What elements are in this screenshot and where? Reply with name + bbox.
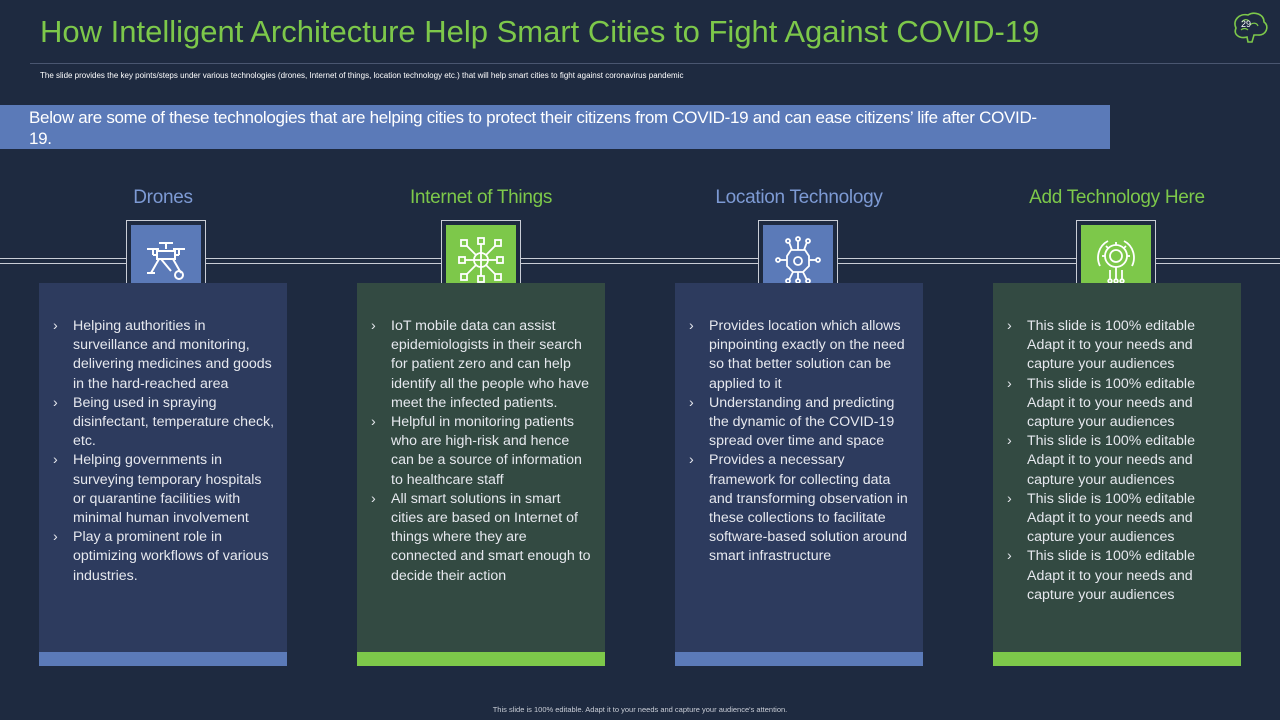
column-heading-iot: Internet of Things	[409, 187, 553, 208]
bullet-list-iot	[371, 317, 593, 586]
bullet-list-drones	[53, 317, 275, 586]
brain-outline-icon	[1228, 10, 1272, 50]
card-iot	[357, 283, 605, 666]
intro-banner	[0, 105, 1110, 149]
bullet-item: › Play a prominent role in optimizing workflows of various industries.	[53, 528, 275, 586]
card-location	[675, 283, 923, 666]
card-accent-bar	[39, 652, 287, 666]
column-heading-add-technology: Add Technology Here	[1029, 187, 1205, 208]
bullet-item: › Helping authorities in surveillance and monitoring, delivering medicines and goods in the hard-reached area	[53, 317, 275, 394]
bullet-list-add-technology	[1007, 317, 1229, 605]
bullet-item: › All smart solutions in smart cities are based on Internet of things where they are connected and smart enough to decide their action	[371, 490, 593, 586]
bullet-item: › This slide is 100% editable Adapt it to your needs and capture your audiences	[1007, 490, 1229, 548]
card-drones	[39, 283, 287, 666]
slide-title: How Intelligent Architecture Help Smart Cities to Fight Against COVID-19	[40, 14, 1040, 49]
bullet-item: › Provides a necessary framework for collecting data and transforming observation in these collections to facilitate software-based solution around smart infrastructure	[689, 451, 911, 566]
column-heading-drones: Drones	[133, 187, 193, 208]
column-heading-location: Location Technology	[715, 187, 883, 208]
footer-note: This slide is 100% editable. Adapt it to your needs and capture your audience's attention.	[492, 705, 788, 714]
bullet-item: › Being used in spraying disinfectant, temperature check, etc.	[53, 394, 275, 452]
title-divider	[30, 63, 1280, 64]
iot-network-icon	[457, 236, 505, 284]
circuit-brain-icon	[775, 236, 821, 284]
bullet-item: › Provides location which allows pinpointing exactly on the need so that better solution can be applied to it	[689, 317, 911, 394]
card-add-technology	[993, 283, 1241, 666]
card-accent-bar	[675, 652, 923, 666]
bullet-item: › This slide is 100% editable Adapt it to your needs and capture your audiences	[1007, 432, 1229, 490]
bullet-item: › Helping governments in surveying temporary hospitals or quarantine facilities with minimal human involvement	[53, 451, 275, 528]
page-number: 29	[1240, 19, 1251, 29]
bullet-item: › Understanding and predicting the dynamic of the COVID-19 spread over time and space	[689, 394, 911, 452]
bullet-item: › This slide is 100% editable Adapt it to your needs and capture your audiences	[1007, 375, 1229, 433]
bullet-list-location	[689, 317, 911, 567]
slide-subtitle: The slide provides the key points/steps under various technologies (drones, Internet of things, location technology etc.) that will help smart cities to fight against coronavirus pandemic	[40, 71, 684, 80]
intro-banner-text: Below are some of these technologies that are helping cities to protect their citizens from COVID-19 and can ease citizens’ life after COVID-19.	[29, 108, 1037, 148]
card-accent-bar	[357, 652, 605, 666]
gear-circuit-icon	[1092, 236, 1140, 284]
drone-icon	[143, 237, 189, 283]
bullet-item: › IoT mobile data can assist epidemiologists in their search for patient zero and can help identify all the people who have meet the infected patients.	[371, 317, 593, 413]
bullet-item: › This slide is 100% editable Adapt it to your needs and capture your audiences	[1007, 317, 1229, 375]
page-number-badge	[1228, 10, 1272, 50]
bullet-item: › This slide is 100% editable Adapt it to your needs and capture your audiences	[1007, 547, 1229, 605]
card-accent-bar	[993, 652, 1241, 666]
bullet-item: › Helpful in monitoring patients who are high-risk and hence can be a source of information to healthcare staff	[371, 413, 593, 490]
